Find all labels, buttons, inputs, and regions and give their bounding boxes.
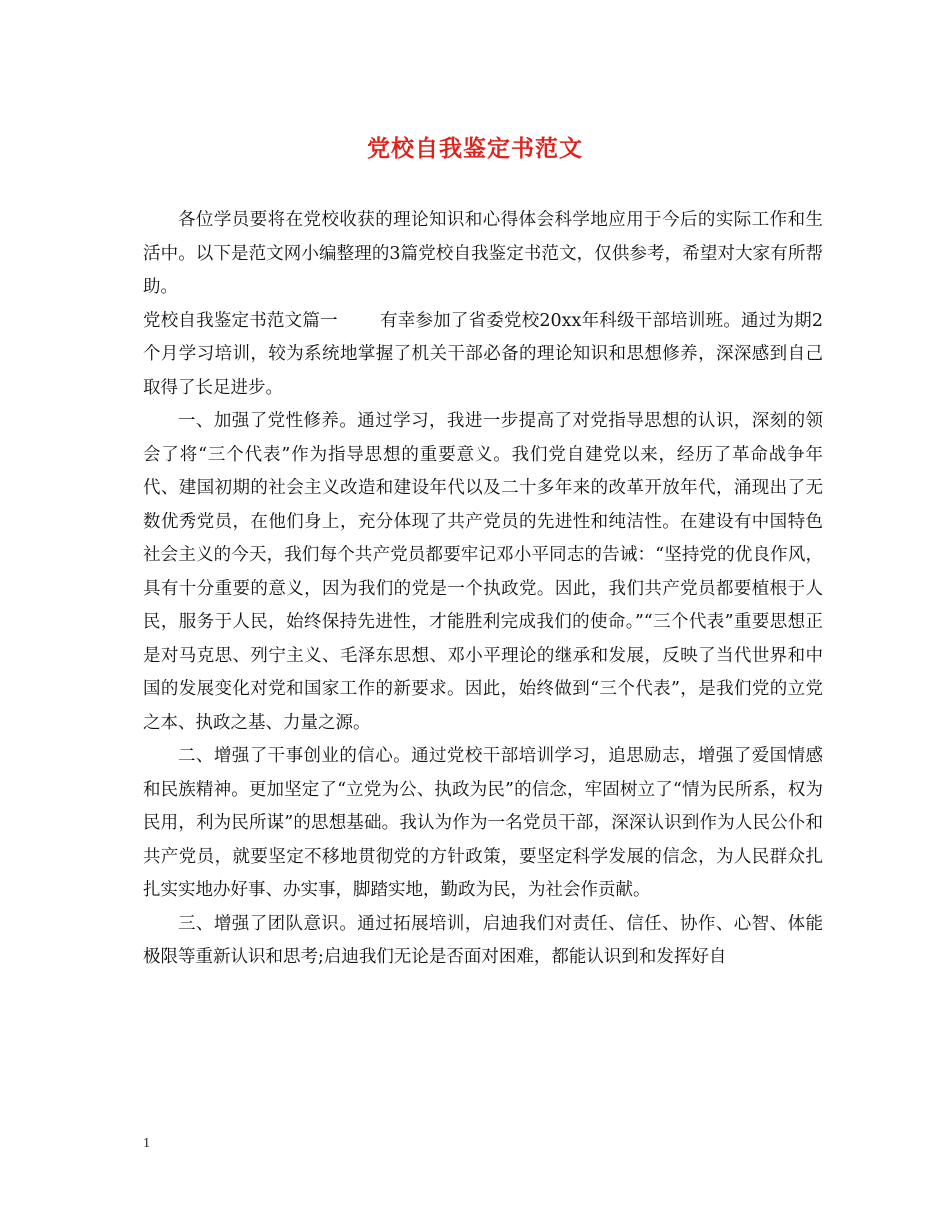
paragraph-confidence: 二、增强了干事创业的信心。通过党校干部培训学习，追思励志，增强了爱国情感和民族精神。更加坚定了“立党为公、执政为民”的信念，牢固树立了“情为民所系，权为民用，利为民所谋”的思想基础。我认为作为一名党员干部，深深认识到作为人民公仆和共产党员，就要坚定不移地贯彻党的方针政策，要坚定科学发展的信念，为人民群众扎扎实实地办好事、办实事，脚踏实地，勤政为民，为社会作贡献。 (143, 746, 823, 900)
document-title: 党校自我鉴定书范文 (367, 135, 583, 162)
document-body (143, 204, 823, 975)
paragraph-party-spirit: 一、加强了党性修养。通过学习，我进一步提高了对党指导思想的认识，深刻的领会了将“三个代表”作为指导思想的重要意义。我们党自建党以来，经历了革命战争年代、建国初期的社会主义改造和建设年代以及二十多年来的改革开放年代，涌现出了无数优秀党员，在他们身上，充分体现了共产党员的先进性和纯洁性。在建设有中国特色社会主义的今天，我们每个共产党员都要牢记邓小平同志的告诫：“坚持党的优良作风，具有十分重要的意义，因为我们的党是一个执政党。因此，我们共产党员都要植根于人民，服务于人民，始终保持先进性，才能胜利完成我们的使命。”“三个代表”重要思想正是对马克思、列宁主义、毛泽东思想、邓小平理论的继承和发展，反映了当代世界和中国的发展变化对党和国家工作的新要求。因此，始终做到“三个代表”，是我们党的立党之本、执政之基、力量之源。 (143, 411, 823, 733)
section-opening: 有幸参加了省委党校20xx年科级干部培训班。通过为期2个月学习培训，较为系统地掌握了机关干部必备的理论知识和思想修养，深深感到自己取得了长足进步。 (143, 310, 823, 398)
page-number: 1 (143, 1136, 150, 1151)
section-paragraph (143, 305, 823, 406)
intro-paragraph: 各位学员要将在党校收获的理论知识和心得体会科学地应用于今后的实际工作和生活中。以下是范文网小编整理的3篇党校自我鉴定书范文，仅供参考，希望对大家有所帮助。 (143, 210, 823, 297)
paragraph-team-awareness: 三、增强了团队意识。通过拓展培训，启迪我们对责任、信任、协作、心智、体能极限等重新认识和思考;启迪我们无论是否面对困难，都能认识到和发挥好自 (143, 913, 823, 967)
section-heading: 党校自我鉴定书范文篇一 (143, 310, 338, 331)
